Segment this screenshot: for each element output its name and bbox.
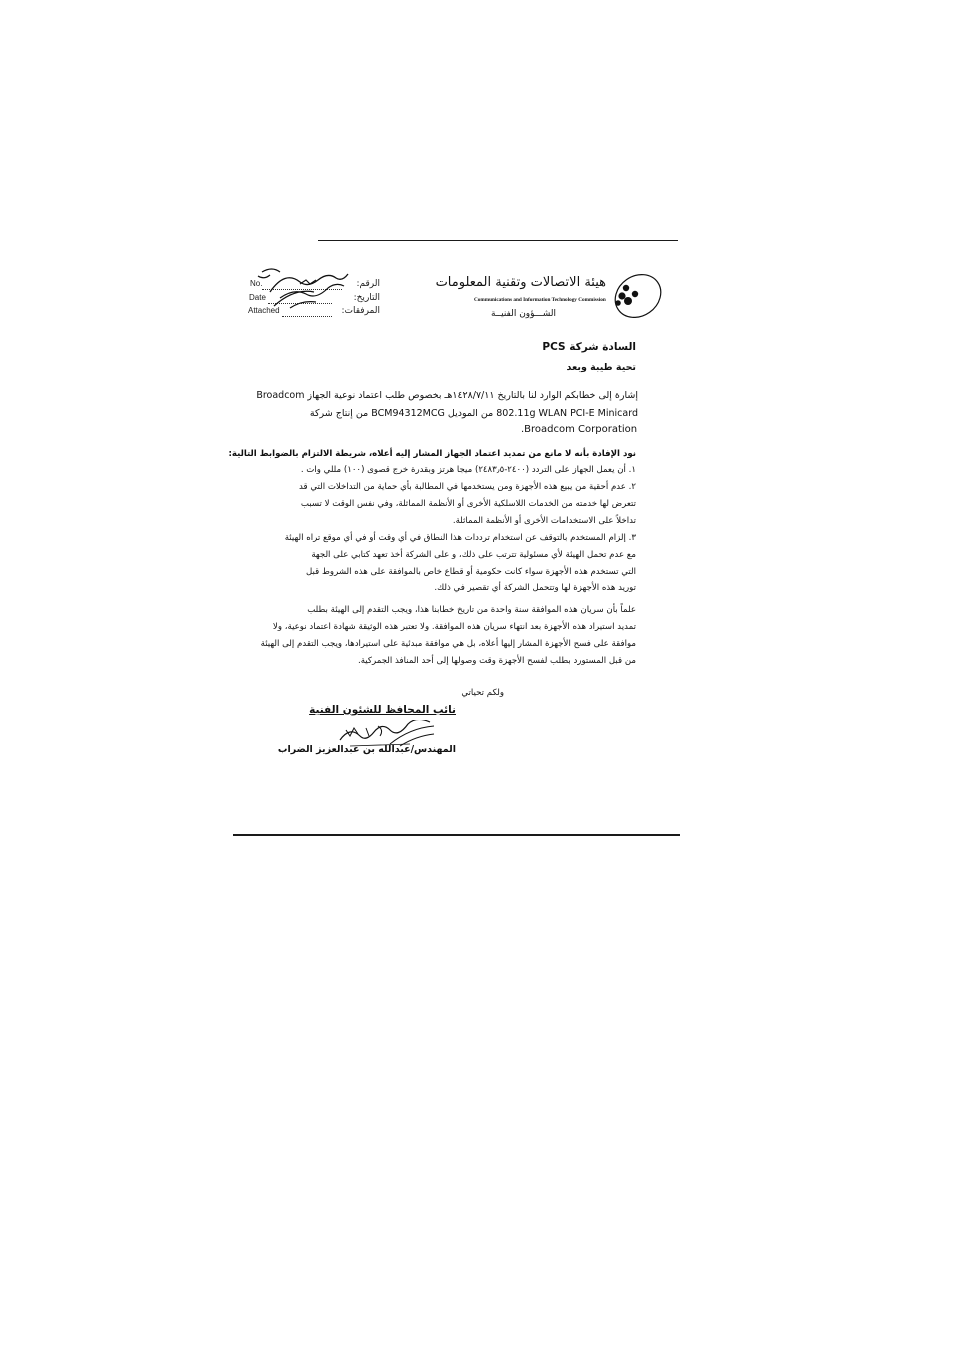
validity-line: تمديد استيراد هذه الأجهزة بعد انتهاء سريان هذه الموافقة. ولا تعتبر هذه الوثيقة شهادة اعتماد نوعية، ولا [272, 622, 636, 632]
intro-line-3: .Broadcom Corporation [521, 424, 638, 435]
bottom-rule [233, 834, 680, 836]
greeting: تحية طيبة وبعد [566, 362, 636, 373]
handwritten-reference-mark [240, 262, 350, 314]
reference-date-label-ar: التاريخ: [353, 293, 380, 303]
condition-item: ١. أن يعمل الجهاز على التردد (٢٤٠٠-٢٤٨٣٫٥) ميجا هرتز وبقدرة خرج قصوى (١٠٠) مللي وات . [300, 465, 636, 475]
reference-attached-line [282, 316, 332, 317]
condition-item: تداخلاً على الاستخدامات الأخرى أو الأنظمة المماثلة. [452, 516, 636, 526]
recipient: السادة شركة PCS [542, 341, 636, 353]
condition-item: ٢. عدم أحقية من يبيع هذه الأجهزة ومن يستخدمها في المطالبة بأي حماية من التداخلات التي قد [298, 482, 636, 492]
validity-block [260, 604, 636, 674]
validity-line: من قبل المستورد بطلب لفسح الأجهزة وقت وصولها إلى أحد المنافذ الجمركية. [357, 656, 636, 666]
reference-attached-label-ar: المرفقات: [341, 306, 380, 316]
signatory-title: نائب المحافظ للشئون الفنية [309, 704, 456, 716]
signatory-name: المهندس/عبدالله بن عبدالعزيز الضراب [277, 744, 456, 755]
conditions-block [228, 448, 636, 593]
letterhead-org-name-ar: هيئة الاتصالات وتقنية المعلومات [435, 275, 606, 290]
condition-item: ٣. إلزام المستخدم بالتوقف عن استخدام ترددات هذا النطاق في أي وقت أو في أي موقع تراه الهيئة [284, 533, 636, 543]
validity-line: علماً بأن سريان هذه الموافقة سنة واحدة من تاريخ خطابنا هذا، ويجب التقدم إلى الهيئة بطلب [307, 605, 636, 615]
letterhead-department-ar: الشـــؤون الفنيــة [491, 309, 556, 319]
condition-item: مع عدم تحمل الهيئة لأي مسئولية تترتب على ذلك، و على الشركة أخذ تعهد كتابي على الجهة [311, 550, 636, 560]
top-rule [318, 240, 678, 241]
reference-date-label-en: Date [249, 293, 266, 302]
conditions-intro: نود الإفادة بأنه لا مانع من تمديد اعتماد الجهاز المشار إليه أعلاه، شريطة الالتزام بالضوابط التالية: [228, 449, 636, 459]
reference-attached-label-en: Attached [248, 306, 280, 315]
condition-item: تتعرض لها خدمته من الخدمات اللاسلكية الأخرى أو الأنظمة المماثلة، وفي نفس الوقت لا تسبب [300, 499, 636, 509]
condition-item: التي تستخدم هذه الأجهزة سواء كانت حكومية أو قطاع خاص بالموافقة على هذه الشروط قبل [306, 567, 636, 577]
reference-number-label-en: No. [250, 279, 263, 288]
intro-line-1: إشارة إلى خطابكم الوارد لنا بالتاريخ ١٤٢٨/٧/١١هـ بخصوص طلب اعتماد نوعية الجهاز Broadcom [256, 390, 638, 401]
condition-item: توريد هذه الأجهزة لها وتتحمل الشركة أي تقصير في ذلك. [434, 583, 636, 593]
closing: ولكم تحياتي [461, 688, 504, 698]
organization-logo-icon [608, 270, 664, 324]
letterhead-org-name-en: Communications and Information Technology Commission [474, 297, 606, 303]
intro-line-2: 802.11g WLAN PCI-E Minicard من الموديل BCM94312MCG من إنتاج شركة [309, 408, 638, 419]
validity-line: موافقة على فسح الأجهزة المشار إليها أعلاه، بل هي موافقة مبدئية على استيرادها، ويجب التقدم إلى الهيئة [260, 639, 636, 649]
reference-number-label-ar: الرقم: [356, 279, 380, 289]
